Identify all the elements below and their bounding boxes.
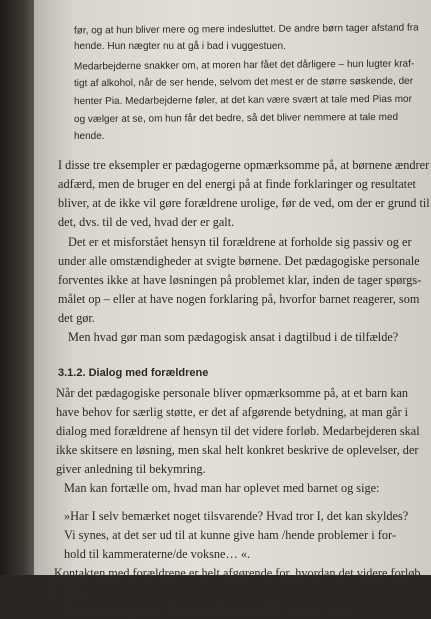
section-heading: 3.1.2. Dialog med forældrene	[58, 367, 209, 379]
body-line: forventes ikke at have løsningen på problemet klar, inden de tager spørgs-	[58, 273, 422, 287]
body-line: I de tre eksempler vil det kunne have forskellige resultater:	[62, 604, 352, 618]
body-line: adfærd, men de bruger en del energi på at finde forklaringer og resultatet	[58, 177, 416, 191]
body-line: Man kan fortælle om, hvad man har oplevet med barnet og sige:	[64, 481, 380, 495]
body-line: bliver.	[54, 585, 86, 599]
dialogue-line: hold til kammeraterne/de voksne… «.	[64, 547, 251, 561]
body-line: dialog med forældrene af hensyn til det videre forløb. Medarbejderen skal	[56, 424, 420, 438]
book-page	[34, 0, 431, 618]
body-line: Det er et misforstået hensyn til forældrene at forholde sig passiv og er	[68, 235, 412, 249]
dialogue-line: »Har I selv bemærket noget tilsvarende? Hvad tror I, det kan skyldes?	[64, 509, 409, 523]
body-line: I disse tre eksempler er pædagogerne opmærksomme på, at børnene ændrer	[58, 158, 430, 172]
body-line: Men hvad gør man som pædagogisk ansat i dagtilbud i de tilfælde?	[68, 330, 399, 344]
body-line: giver anledning til bekymring.	[56, 462, 206, 476]
body-line: ikke skitsere en løsning, men skal helt konkret beskrive de oplevelser, der	[56, 443, 419, 457]
quote-line: Medarbejderne snakker om, at moren har fået det dårligere – hun lugter kraf-	[73, 58, 415, 73]
body-line: det, dvs. til de ved, hvad der er galt.	[58, 215, 235, 229]
quote-line: før, og at hun bliver mere og mere indesluttet. De andre børn tager afstand fra	[73, 22, 419, 37]
quote-line: hende. Hun nægter nu at gå i bad i vuggestuen.	[74, 41, 286, 52]
body-line: have behov for særlig støtte, er det af afgørende betydning, at man går i	[56, 405, 409, 419]
body-line: det gør.	[58, 311, 95, 325]
body-line: Når det pædagogiske personale bliver opmærksomme på, at et barn kan	[56, 386, 409, 400]
quote-line: tigt af alkohol, når de ser hende, selvom det mest er de større søskende, der	[73, 75, 414, 90]
quote-line: hende.	[74, 131, 105, 142]
quote-line: og vælger at se, om hun får det bedre, så det bliver nemmere at tale med	[73, 111, 399, 126]
body-line: bliver, at de ikke vil gøre forældrene urolige, før de ved, om der er grund til	[58, 196, 430, 210]
quote-line: henter Pia. Medarbejderne føler, at det kan være svært at tale med Pias mor	[73, 93, 412, 108]
body-line: under alle omstændigheder at svigte børnene. Det pædagogiske personale	[58, 254, 420, 268]
dialogue-line: Vi synes, at det ser ud til at kunne give ham /hende problemer i for-	[64, 528, 396, 542]
body-line: målet op – eller at have nogen forklaring på, hvorfor barnet reagerer, som	[58, 292, 420, 306]
body-line: Kontakten med forældrene er helt afgørende for, hvordan det videre forløb	[54, 566, 421, 580]
